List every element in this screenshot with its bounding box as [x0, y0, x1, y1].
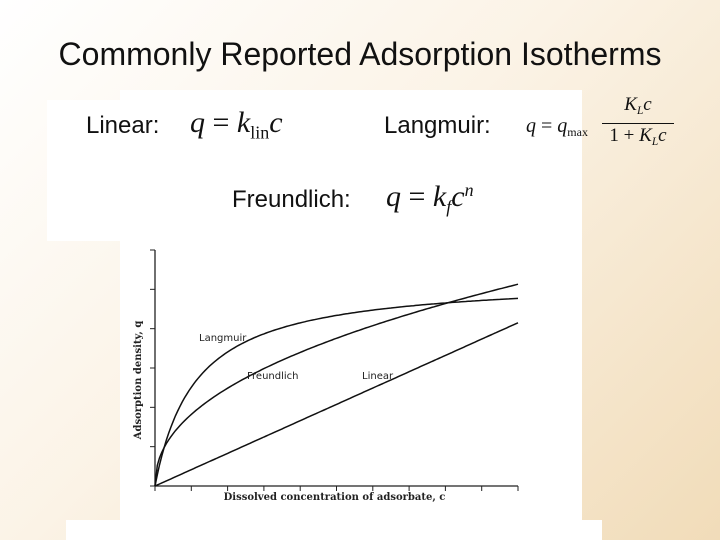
langmuir-qmax: q	[557, 115, 568, 137]
annotation-langmuir: Langmuir	[199, 333, 247, 344]
langmuir-num-k-sub: L	[636, 104, 644, 117]
langmuir-numerator	[602, 94, 674, 122]
langmuir-den-one: 1 +	[609, 124, 640, 146]
langmuir-equation-lhs	[526, 115, 588, 140]
linear-equation	[190, 106, 283, 143]
langmuir-q: q	[526, 115, 536, 137]
langmuir-num-k: K	[624, 94, 637, 115]
langmuir-qmax-sub: max	[567, 125, 588, 140]
linear-k-sub: lin	[250, 122, 270, 143]
langmuir-eq-sign: =	[536, 115, 558, 137]
langmuir-den-k: K	[639, 124, 652, 146]
y-axis-label: Adsorption density, q	[133, 320, 144, 440]
bottom-strip	[66, 520, 602, 540]
slide-title: Commonly Reported Adsorption Isotherms	[58, 36, 662, 72]
langmuir-denominator	[602, 125, 674, 153]
freundlich-equation	[386, 180, 474, 217]
linear-c: c	[269, 106, 283, 139]
langmuir-fraction	[602, 94, 674, 153]
linear-q: q	[190, 106, 205, 139]
linear-k: k	[236, 106, 251, 139]
freundlich-k: k	[432, 180, 447, 213]
chart-panel	[120, 90, 582, 520]
x-axis-label: Dissolved concentration of adsorbate, c	[223, 492, 446, 503]
freundlich-eq-sign: =	[401, 180, 433, 213]
langmuir-label: Langmuir:	[384, 112, 491, 139]
freundlich-exp: n	[464, 180, 474, 201]
langmuir-num-c: c	[643, 94, 652, 115]
freundlich-c: c	[451, 180, 465, 213]
freundlich-q: q	[386, 180, 401, 213]
freundlich-k-sub: f	[446, 196, 452, 217]
linear-label: Linear:	[86, 112, 160, 139]
langmuir-den-k-sub: L	[651, 135, 659, 148]
annotation-linear: Linear	[362, 371, 394, 382]
annotation-freundlich: Freundlich	[247, 371, 299, 382]
freundlich-label: Freundlich:	[232, 186, 351, 213]
fraction-bar	[602, 123, 674, 124]
langmuir-den-c: c	[658, 124, 667, 146]
linear-eq-sign: =	[205, 106, 237, 139]
